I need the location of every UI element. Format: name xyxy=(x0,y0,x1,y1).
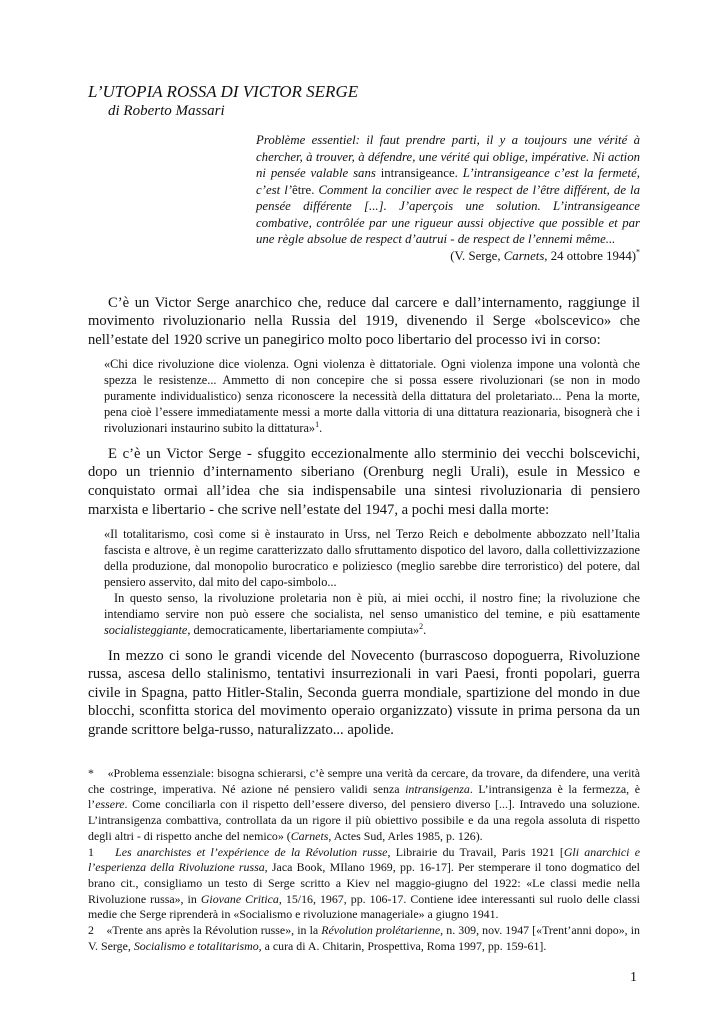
footnote-star-text-b: intransigenza xyxy=(405,781,470,796)
footnote-2 xyxy=(88,923,640,954)
footnote-star xyxy=(88,766,640,845)
footnote-ref-1[interactable]: 1 xyxy=(315,419,320,429)
footnote-1 xyxy=(88,845,640,924)
quote-2-paragraph-b: In questo senso, la rivoluzione proletaria non è più, ai miei occhi, il nostro fine; la rivoluzione che intendiamo servire non può essere che socialista, nel senso umanistico del temine, e più esattamente socialisteggiante, democraticamente, libertariamente compiuta»$^2$. xyxy=(104,590,640,637)
quote-1-text: «Chi dice rivoluzione dice violenza. Ogni violenza è dittatoriale. Ogni violenza impone una volontà che spezza le resistenze... Ammetto di non concepire che si possa essere rivoluzionari (se non in modo puramente individualistico) senza riconoscere la necessità della dittatura del proletariato... Pena la morte, pena cioè l’essere immediatamente messi a morte dalla vittoria di una dittatura reazionaria, bisognerà che i rivoluzionari instaurino subito la dittatura» xyxy=(104,357,640,435)
footnote-1-mark: 1 xyxy=(88,844,94,859)
epigraph-source-pre: (V. Serge, xyxy=(450,248,504,263)
footnotes xyxy=(88,766,640,954)
block-quote-1: «Chi dice rivoluzione dice violenza. Ogni violenza è dittatoriale. Ogni violenza impone una volontà che spezza le resistenze... Ammetto di non concepire che si possa essere rivoluzionari (se non in modo puramente individualistico) senza riconoscere la necessità della dittatura del proletariato... Pena la morte, pena cioè l’essere immediatamente messi a morte dalla vittoria di una dittatura reazionaria, bisognerà che i rivoluzionari instaurino subito la dittatura»$^1$. xyxy=(104,357,640,435)
footnote-star-text-g: , Actes Sud, Arles 1985, p. 126). xyxy=(328,828,483,843)
footnote-1-text-e: Giovane Critica xyxy=(200,891,279,906)
article-title: L’UTOPIA ROSSA DI VICTOR SERGE xyxy=(88,82,359,101)
epigraph-source-work: Carnets xyxy=(503,248,545,263)
epigraph-text-1: Problème essentiel: il faut prendre parti, il y a toujours une vérité à chercher, à trouver, à défendre, une vérité qui oblige, impérative. Ni action ni pensée valable sans xyxy=(256,133,640,180)
footnote-star-text-f: Carnets xyxy=(290,828,329,843)
epigraph-source xyxy=(256,248,640,264)
body-paragraph-2: E c’è un Victor Serge - sfuggito eccezionalmente allo sterminio dei vecchi bolscevichi, dopo un triennio d’internamento siberiano (Orenburg negli Urali), esule in Messico e conquistato ormai all’idea che sia indispensabile una sintesi rivoluzionaria di pensiero marxista e libertario - che scrive nell’estate del 1947, a pochi mesi dalla morte: xyxy=(88,445,640,518)
footnote-star-text-e: . Come conciliarla con il rispetto dell’essere diverso, del pensiero diverso [...]. Intravedo una soluzione. L’intransigenza combattiva, controllata da un rigore il più obiettivo possibile e da una regola assoluta di rispetto degli altri - di rispetto anche del nemico» ( xyxy=(88,797,640,843)
footnote-1-text-d: , Jaca Book, MIlano 1969, pp. 16-17]. Per stemperare il tono dogmatico del brano cit., consigliamo un testo di Serge scritto a Kiev nel maggio-giugno del 1922: «Le classi medie nella Rivoluzione russa», in xyxy=(88,860,640,906)
quote-2-text-b: In questo senso, la rivoluzione proletaria non è più, ai miei occhi, il nostro fine; la rivoluzione che intendiamo servire non può essere che socialista, nel senso umanistico del temine, e più esattamente xyxy=(104,590,640,621)
footnote-star-mark: * xyxy=(88,766,94,780)
epigraph-text-2: L’intransigeance c’est la fermeté, c’est l’ xyxy=(256,166,640,197)
footnote-2-text-d: Socialismo e totalitarismo xyxy=(133,938,259,953)
footnote-1-text-f: , 15/16, 1967, pp. 106-17. Contiene idee interessanti sul ruolo delle classi medie che Serge riprenderà in «Socialismo e rivoluzione manageriale» a giugno 1941. xyxy=(88,891,640,922)
epigraph-source-post: , 24 ottobre 1944) xyxy=(544,248,636,263)
quote-2-text-c: , democraticamente, libertariamente compiuta» xyxy=(187,622,420,637)
quote-2-italic: socialisteggiante xyxy=(104,622,188,637)
epigraph-note-mark[interactable]: * xyxy=(636,247,640,257)
quote-2-text-a: «Il totalitarismo, così come si è instaurato in Urss, nel Terzo Reich e debolmente abbozzato nell’Italia fascista e altrove, è un regime caratterizzato dallo sfruttamento dispotico del lavoro, dalla collettivizzazione della produzione, dal monopolio burocratico e poliziesco (meglio sarebbe dire terroristico) del potere, dal pensiero asservito, dal mito del capo-simbolo... xyxy=(104,527,640,589)
block-quote-2 xyxy=(104,527,640,638)
footnote-1-text-c: Gli anarchici e l’esperienza della Rivoluzione russa xyxy=(88,844,641,875)
footnote-1-text-b: , Librairie du Travail, Paris 1921 [ xyxy=(387,844,564,859)
article xyxy=(88,82,640,740)
footnote-star-text-d: essere xyxy=(95,797,125,812)
footnote-2-text-c: , n. 309, nov. 1947 [«Trent’anni dopo», in V. Serge, xyxy=(88,923,640,953)
footnote-star-text-c: . L’intransigenza è la fermezza, è l’ xyxy=(88,781,640,812)
epigraph-roman-1: intransigeance. xyxy=(380,166,458,180)
footnote-1-text-a: Les anarchistes et l’expérience de la Révolution russe xyxy=(115,844,388,859)
epigraph-text-3: Comment la concilier avec le respect de l’être différent, de la pensée différente [...]. J’aperçois une solution. L’intransigeance combative, contrôlée par une rigueur aussi objective que possible et par une règle absolue de respect d’autrui - de respect de l’ennemi même... xyxy=(256,182,640,246)
epigraph-roman-2: être. xyxy=(292,182,315,197)
footnote-ref-2[interactable]: 2 xyxy=(419,621,424,631)
footnote-2-mark: 2 xyxy=(88,923,94,938)
epigraph xyxy=(256,132,640,264)
page-number: 1 xyxy=(630,970,637,985)
footnote-2-text-e: , a cura di A. Chitarin, Prospettiva, Roma 1997, pp. 159-61]. xyxy=(258,938,547,953)
footnote-star-text-a: «Problema essenziale: bisogna schierarsi, c’è sempre una verità da cercare, da trovare, da difendere, una verità che costringe, imperativa. Né azione né pensiero validi senza xyxy=(88,766,641,796)
article-author: di Roberto Massari xyxy=(108,103,225,119)
footnote-2-text-a: «Trente ans après la Révolution russe», in la xyxy=(106,923,322,938)
body-paragraph-3: In mezzo ci sono le grandi vicende del Novecento (burrascoso dopoguerra, Rivoluzione russa, ascesa dello stalinismo, tentativi insurrezionali in vari Paesi, fronti popolari, guerra civile in Spagna, patto Hitler-Stalin, Seconda guerra mondiale, spartizione del mondo in due blocchi, sconfitta storica del movimento operaio organizzato) vissute in prima persona da un grande scrittore belga-russo, naturalizzato... apolide. xyxy=(88,647,640,738)
footnote-2-text-b: Révolution prolétarienne xyxy=(321,923,441,938)
body-paragraph-1: C’è un Victor Serge anarchico che, reduce dal carcere e dall’internamento, raggiunge il movimento rivoluzionario nella Russia del 1919, divenendo il Serge «bolscevico» che nell’estate del 1920 scrive un panegirico molto poco libertario del processo ivi in corso: xyxy=(88,294,640,348)
